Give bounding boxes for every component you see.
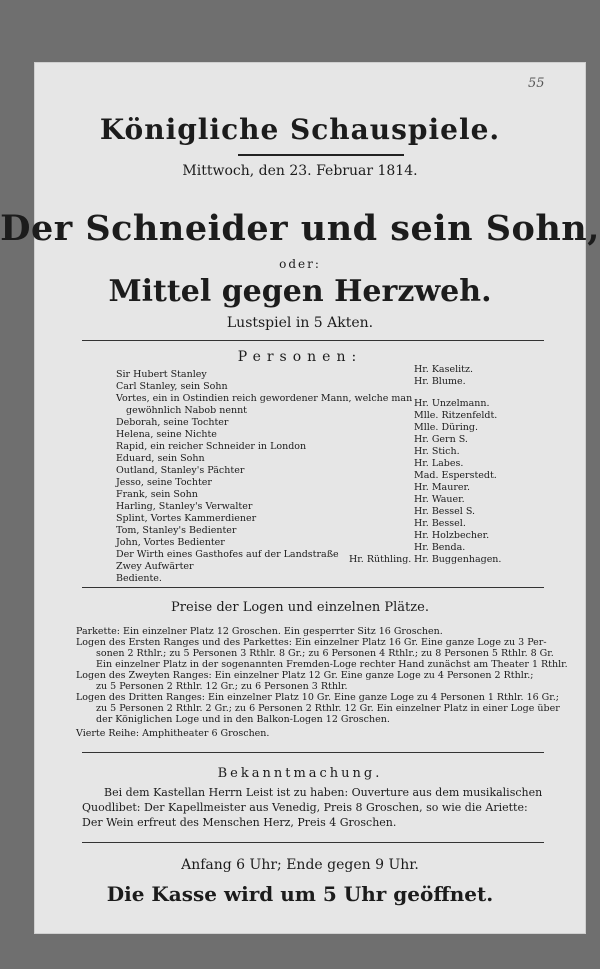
play-subtitle: Mittel gegen Herzweh.: [108, 274, 492, 309]
cast-actor: Hr. Buggenhagen.: [414, 554, 502, 565]
cast-actor: Mad. Esperstedt.: [414, 470, 497, 481]
cast-role: Rapid, ein reicher Schneider in London: [116, 441, 307, 452]
cast-actor: Mlle. Düring.: [414, 422, 478, 433]
cast-role: Tom, Stanley's Bedienter: [116, 525, 237, 536]
title-connector: oder:: [279, 257, 321, 271]
folio-number: 55: [528, 76, 545, 91]
divider: [82, 752, 544, 753]
notice-heading: Bekanntmachung.: [217, 766, 383, 781]
price-line: Parkette: Ein einzelner Platz 12 Groschen. Ein gesperrter Sitz 16 Groschen.: [76, 626, 443, 637]
cast-actor: Hr. Gern S.: [414, 434, 468, 445]
price-line: Ein einzelner Platz in der sogenannten Fremden-Loge rechter Hand zunächst am Theater 1 Rthlr.: [96, 659, 568, 670]
cast-heading: Personen:: [237, 349, 363, 365]
play-title: Der Schneider und sein Sohn,: [0, 208, 600, 249]
cast-role: Frank, sein Sohn: [116, 489, 198, 500]
cast-role: Vortes, ein in Ostindien reich gewordener Mann, welche man: [116, 393, 413, 404]
cast-actor: Hr. Rüthling.: [349, 554, 412, 565]
cast-role: Carl Stanley, sein Sohn: [116, 381, 228, 392]
cast-actor: Hr. Blume.: [414, 376, 466, 387]
theatre-name: Königliche Schauspiele.: [99, 113, 501, 146]
cast-role: Sir Hubert Stanley: [116, 369, 207, 380]
play-genre: Lustspiel in 5 Akten.: [226, 315, 374, 331]
cast-role: Splint, Vortes Kammerdiener: [116, 513, 257, 524]
cast-role: Jesso, seine Tochter: [116, 477, 212, 488]
cast-role: Bediente.: [116, 573, 162, 584]
notice-line: Quodlibet: Der Kapellmeister aus Venedig, Preis 8 Groschen, so wie die Ariette:: [82, 801, 528, 814]
cast-actor: Hr. Stich.: [414, 446, 460, 457]
cast-role: Deborah, seine Tochter: [116, 417, 229, 428]
cast-actor: Hr. Kaselitz.: [414, 364, 473, 375]
cast-role: gewöhnlich Nabob nennt: [126, 405, 247, 416]
box-office-opening: Die Kasse wird um 5 Uhr geöffnet.: [106, 882, 494, 906]
cast-actor: Hr. Wauer.: [414, 494, 465, 505]
cast-actor: Hr. Bessel S.: [414, 506, 476, 517]
cast-role: Helena, seine Nichte: [116, 429, 217, 440]
price-line: zu 5 Personen 2 Rthlr. 2 Gr.; zu 6 Personen 2 Rthlr. 12 Gr. Ein einzelner Platz in einer Loge über: [96, 703, 560, 714]
divider: [82, 587, 544, 588]
price-line: der Königlichen Loge und in den Balkon-Logen 12 Groschen.: [96, 714, 390, 725]
notice-line: Der Wein erfreut des Menschen Herz, Preis 4 Groschen.: [82, 816, 397, 829]
cast-actor: Mlle. Ritzenfeldt.: [414, 410, 498, 421]
divider: [82, 842, 544, 843]
prices-heading: Preise der Logen und einzelnen Plätze.: [171, 600, 429, 615]
performance-date: Mittwoch, den 23. Februar 1814.: [182, 163, 418, 179]
price-line: sonen 2 Rthlr.; zu 5 Personen 3 Rthlr. 8 Gr.; zu 6 Personen 4 Rthlr.; zu 8 Personen 5 Rthlr. 8 Gr.: [96, 648, 554, 659]
title-rule: [238, 154, 404, 156]
cast-actor: Hr. Unzelmann.: [414, 398, 490, 409]
price-line: zu 5 Personen 2 Rthlr. 12 Gr.; zu 6 Personen 3 Rthlr.: [96, 681, 348, 692]
divider: [82, 340, 544, 341]
cast-role: Zwey Aufwärter: [116, 561, 194, 572]
cast-role: John, Vortes Bedienter: [116, 537, 225, 548]
cast-actor: Hr. Holzbecher.: [414, 530, 490, 541]
cast-role: Outland, Stanley's Pächter: [116, 465, 245, 476]
price-line: Vierte Reihe: Amphitheater 6 Groschen.: [76, 728, 270, 739]
cast-actor: Hr. Bessel.: [414, 518, 466, 529]
price-line: Logen des Ersten Ranges und des Parkettes: Ein einzelner Platz 16 Gr. Eine ganze Loge zu 3 Per-: [76, 637, 547, 648]
price-line: Logen des Dritten Ranges: Ein einzelner Platz 10 Gr. Eine ganze Loge zu 4 Personen 1 Rthlr. 16 Gr.;: [76, 692, 559, 703]
cast-actor: Hr. Labes.: [414, 458, 464, 469]
cast-role: Eduard, sein Sohn: [116, 453, 205, 464]
price-line: Logen des Zweyten Ranges: Ein einzelner Platz 12 Gr. Eine ganze Loge zu 4 Personen 2 Rthlr.;: [76, 670, 534, 681]
cast-role: Der Wirth eines Gasthofes auf der Landstraße: [116, 549, 339, 560]
cast-role: Harling, Stanley's Verwalter: [116, 501, 253, 512]
cast-actor: Hr. Benda.: [414, 542, 466, 553]
notice-line: Bei dem Kastellan Herrn Leist ist zu haben: Ouverture aus dem musikalischen: [104, 786, 543, 799]
cast-actor: Hr. Maurer.: [414, 482, 471, 493]
performance-times: Anfang 6 Uhr; Ende gegen 9 Uhr.: [181, 857, 419, 873]
